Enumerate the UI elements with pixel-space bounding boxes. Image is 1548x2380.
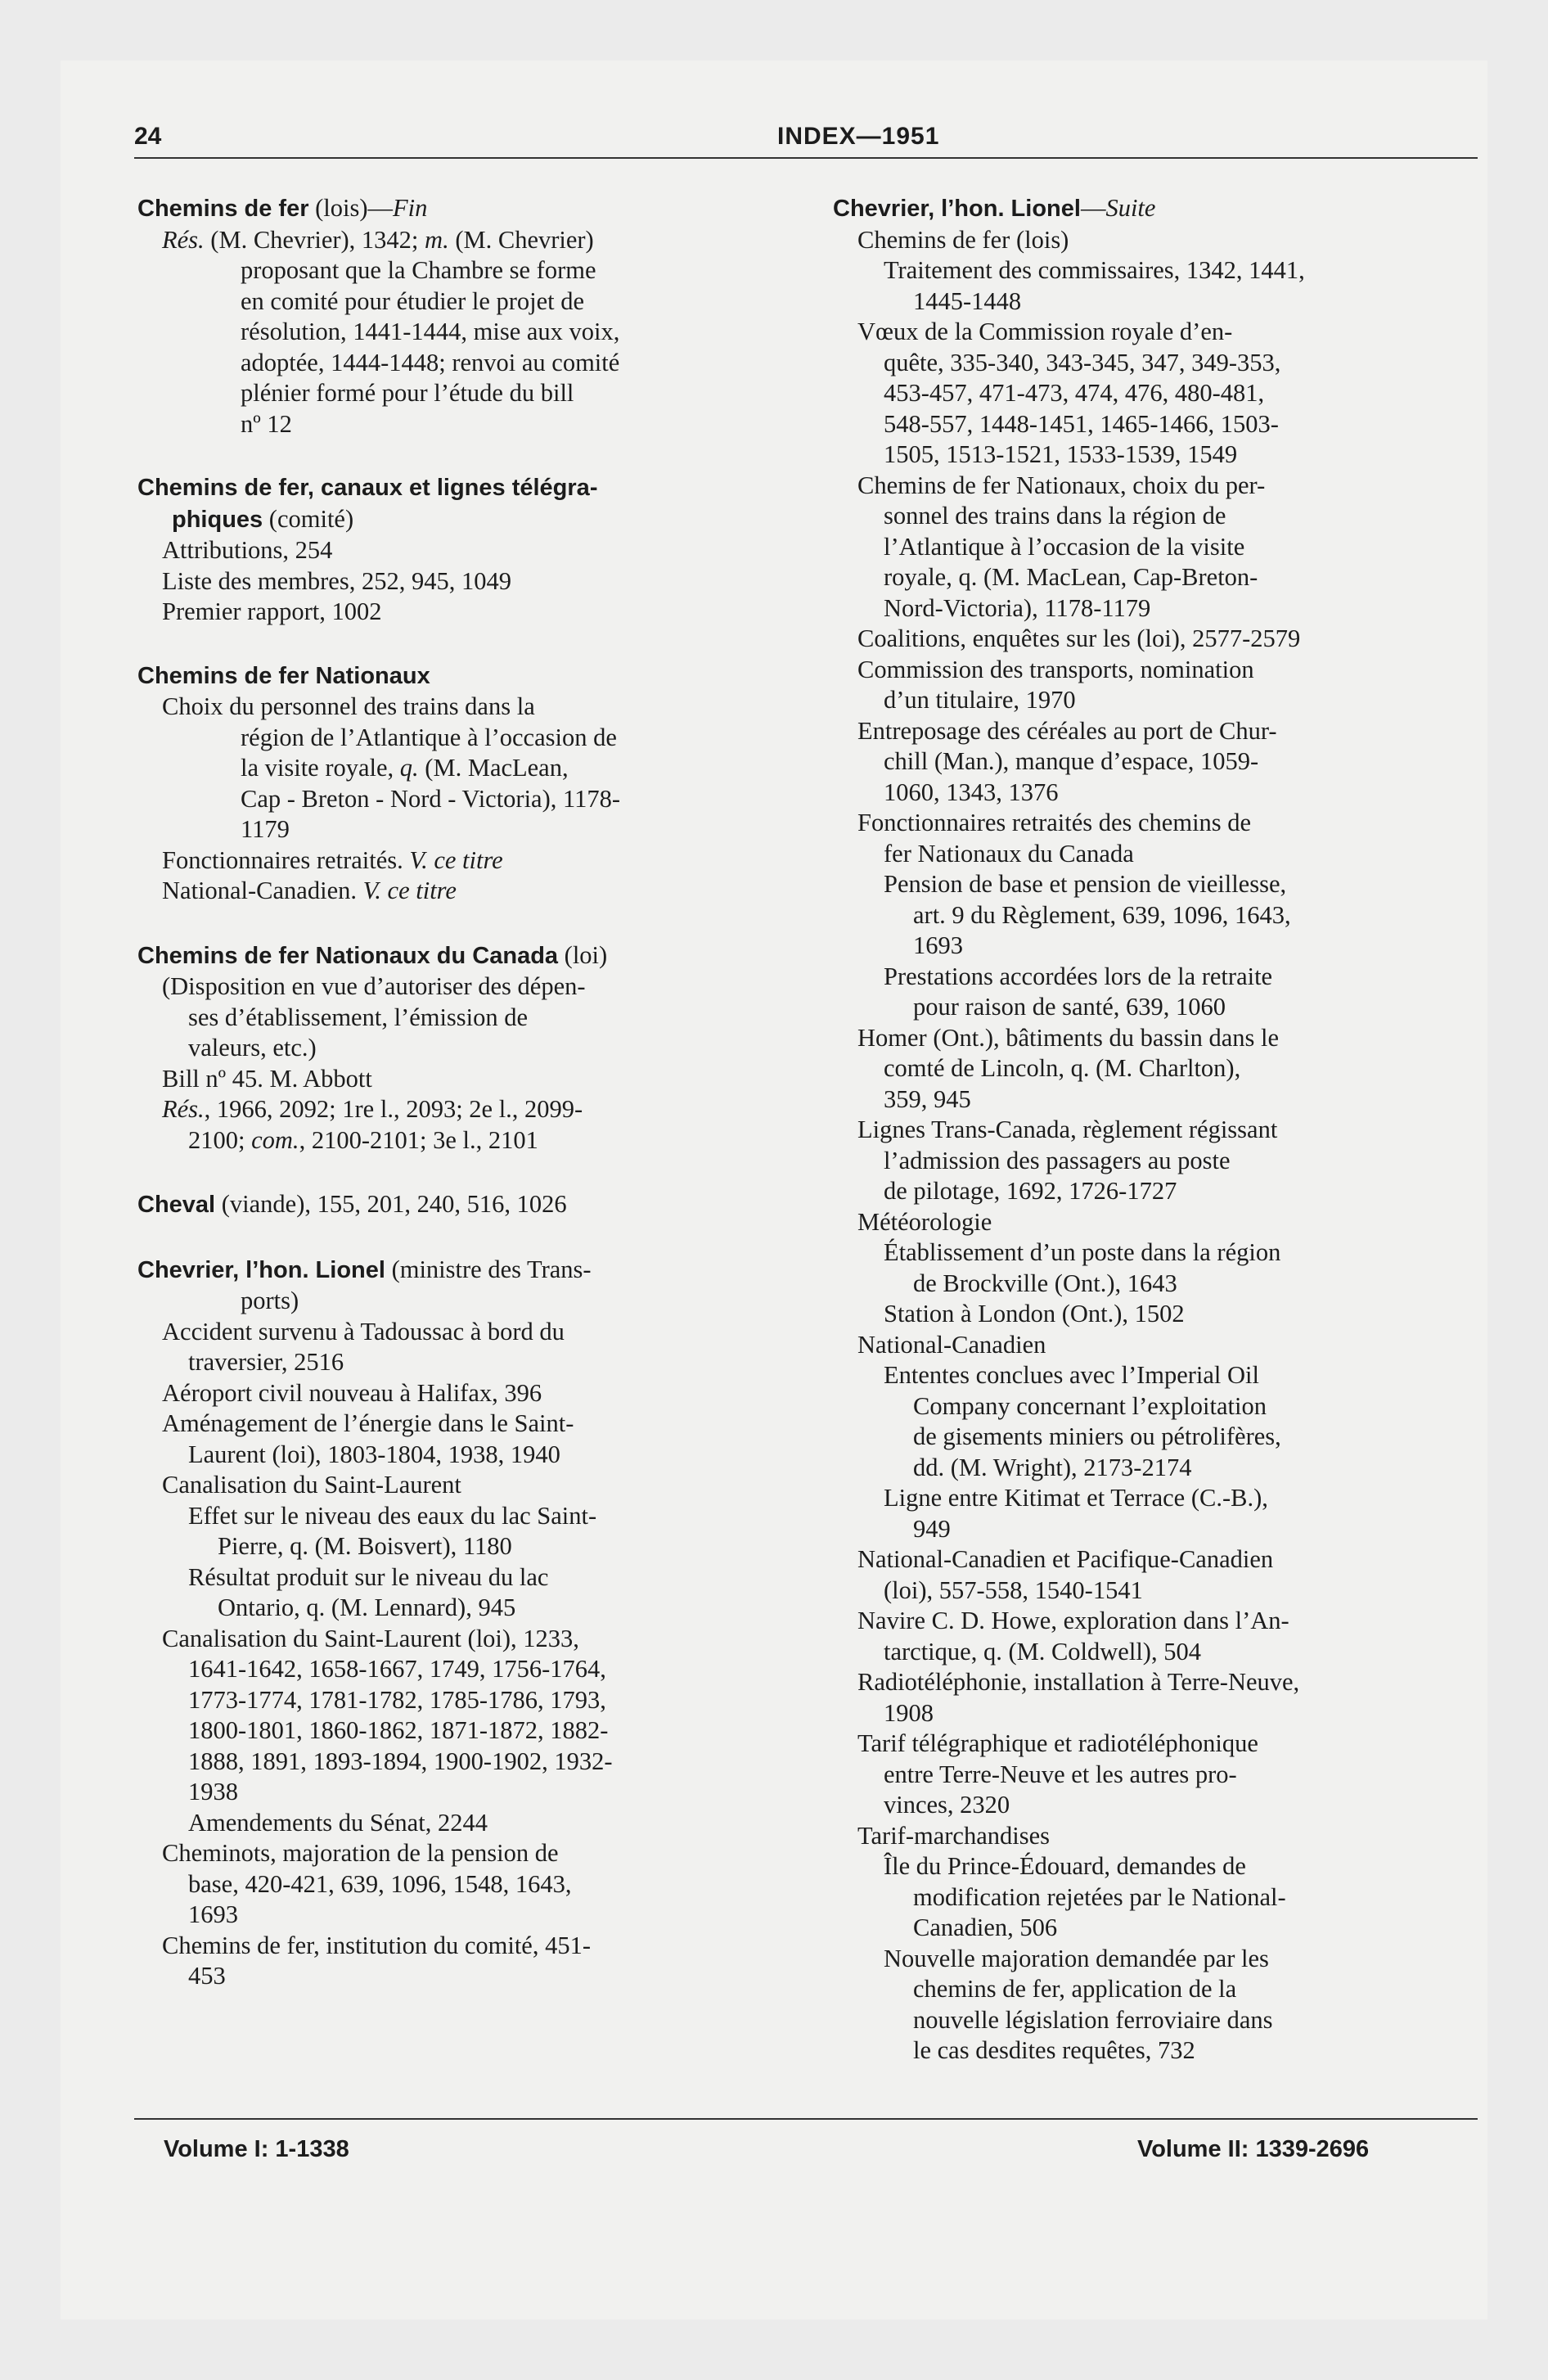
entry-line: Vœux de la Commission royale d’en- bbox=[857, 318, 1233, 345]
entry-line: Pension de base et pension de vieillesse, bbox=[884, 870, 1287, 898]
entry-line: Homer (Ont.), bâtiments du bassin dans le bbox=[857, 1023, 1280, 1052]
entry-line: d’un titulaire, 1970 bbox=[884, 686, 1076, 714]
entry-line: Effet sur le niveau des eaux du lac Saint- bbox=[188, 1501, 597, 1530]
entry-line: adoptée, 1444-1448; renvoi au comité bbox=[241, 348, 620, 376]
entry-line: de Brockville (Ont.), 1643 bbox=[913, 1269, 1177, 1297]
entry-line: dd. (M. Wright), 2173-2174 bbox=[913, 1453, 1192, 1481]
entry-line: 1693 bbox=[913, 931, 963, 959]
header-rule bbox=[134, 157, 1478, 159]
entry-heading: Cheval bbox=[137, 1192, 216, 1218]
entry-line: Choix du personnel des trains dans la bbox=[162, 692, 535, 720]
entry-line: sonnel des trains dans la région de bbox=[884, 502, 1226, 530]
entry-line: Canadien, 506 bbox=[913, 1913, 1058, 1941]
entry-line: Laurent (loi), 1803-1804, 1938, 1940 bbox=[188, 1440, 560, 1468]
entry-line: Station à London (Ont.), 1502 bbox=[884, 1300, 1185, 1327]
entry-line: 1693 bbox=[188, 1900, 238, 1928]
entry-line: Accident survenu à Tadoussac à bord du bbox=[162, 1317, 565, 1346]
entry-line: 1800-1801, 1860-1862, 1871-1872, 1882- bbox=[188, 1716, 609, 1744]
entry-line: Aménagement de l’énergie dans le Saint- bbox=[162, 1409, 574, 1437]
entry-line: Liste des membres, 252, 945, 1049 bbox=[162, 566, 511, 595]
entry-line: Company concernant l’exploitation bbox=[913, 1391, 1267, 1420]
entry-line: comté de Lincoln, q. (M. Charlton), bbox=[884, 1054, 1241, 1082]
index-entry: Chemins de fer (lois)—Fin Rés. (M. Chevrier), 1342; m. (M. Chevrier) proposant que la Chambre se forme en comité pour étudier le projet de résolution, 1441-1444, mise aux voix, adoptée, 1444-1448; renvoi au comité plénier formé pour l’étude du bill nº 12 bbox=[137, 193, 788, 439]
entry-line: Météorologie bbox=[857, 1207, 992, 1236]
entry-line: Attributions, 254 bbox=[162, 536, 333, 564]
index-entry bbox=[137, 661, 788, 907]
right-column: Chevrier, l’hon. Lionel—Suite Chemins de fer (lois) Traitement des commissaires, 1342, 1441, 1445-1448 Vœux de la Commission royale d’en- quête, 335-340, 343-345, 347, 349-353, 453-457, 471-473, 474, 476, 480-481, 548-557, 1448-1451, 1465-1466, 1503- 1505, 1513-1521, 1533-1539, 1549 Chemins de fer Nationaux, choix du per- sonnel des trains dans la région de l’Atlantique à l’occasion de la visite royale, q. (M. MacLean, Cap-Breton- Nord-Victoria), 1178-1179 Coalitions, enquêtes sur les (loi), 2577-2579 Commission des transports, nomination d’un titulaire, 1970 Entreposage des céréales au port de Chur- chill (Man.), manque d’espace, 1059- 1060, 1343, 1376 Fonctionnaires retraités des chemins de fer Nationaux du Canada Pension de base et pension de vieillesse, art. 9 du Règlement, 639, 1096, 1643, 1693 Prestations accordées lors de la retraite pour raison de santé, 639, 1060 Homer (Ont.), bâtiments du bassin dans le comté de Lincoln, q. (M. Charlton), 359, 945 Lignes Trans-Canada, règlement régissant l’admission des passagers au poste de pilotage, 1692, 1726-1727 Météorologie Établissement d’un poste dans la région de Brockville (Ont.), 1643 Station à London (Ont.), 1502 National-Canadien Ententes conclues avec l’Imperial Oil Company concernant l’exploitation de gisements miniers ou pétrolifères, dd. (M. Wright), 2173-2174 Ligne entre Kitimat et Terrace (C.-B.), 949 National-Canadien et Pacifique-Canadien (loi), 557-558, 1540-1541 Navire C. D. Howe, exploration dans l’An- tarctique, q. (M. Coldwell), 504 Radiotéléphonie, installation à Terre-Neuve, 1908 Tarif télégraphique et radiotéléphonique entre Terre-Neuve et les autres pro- vinces, 2320 Tarif-marchandises Île du Prince-Édouard, demandes de modification rejetées par le National- Canadien, 506 Nouvelle majoration demandée par les chemins de fer, application de la nouvelle législation ferroviaire dans le cas desdites requêtes, 732 bbox=[833, 193, 1483, 2067]
entry-line: l’admission des passagers au poste bbox=[884, 1146, 1231, 1174]
footer-volume-1: Volume I: 1-1338 bbox=[164, 2136, 349, 2162]
entry-line: Canalisation du Saint-Laurent (loi), 1233, bbox=[162, 1624, 579, 1652]
entry-line: Ligne entre Kitimat et Terrace (C.-B.), bbox=[884, 1484, 1268, 1512]
entry-line: tarctique, q. (M. Coldwell), 504 bbox=[884, 1637, 1201, 1666]
entry-line: Canalisation du Saint-Laurent bbox=[162, 1471, 461, 1499]
entry-line: National-Canadien. V. ce titre bbox=[162, 877, 457, 904]
entry-line: traversier, 2516 bbox=[188, 1348, 344, 1376]
entry-line: pour raison de santé, 639, 1060 bbox=[913, 993, 1226, 1021]
entry-line: nº 12 bbox=[241, 409, 292, 438]
page-header bbox=[75, 123, 1466, 156]
footer-volume-2: Volume II: 1339-2696 bbox=[1137, 2136, 1370, 2162]
entry-line: Ontario, q. (M. Lennard), 945 bbox=[218, 1593, 516, 1621]
entry-heading: Chemins de fer Nationaux bbox=[137, 662, 430, 689]
entry-line: Chemins de fer (lois) bbox=[857, 225, 1069, 254]
entry-line: Amendements du Sénat, 2244 bbox=[188, 1808, 488, 1837]
index-entry: Chemins de fer Nationaux du Canada (loi) (Disposition en vue d’autoriser des dépen- ses d’établissement, l’émission de valeurs, etc.) Bill nº 45. M. Abbott Rés., 1966, 2092; 1re l., 2093; 2e l., 2099- 2100; com., 2100-2101; 3e l., 2101 bbox=[137, 940, 788, 1156]
entry-line: Prestations accordées lors de la retraite bbox=[884, 962, 1273, 990]
entry-line: Rés. (M. Chevrier), 1342; m. (M. Chevrier) bbox=[162, 225, 594, 254]
footer-rule bbox=[134, 2118, 1478, 2120]
entry-line: 548-557, 1448-1451, 1465-1466, 1503- bbox=[884, 409, 1279, 438]
entry-line: région de l’Atlantique à l’occasion de bbox=[241, 723, 617, 751]
entry-line: (loi), 557-558, 1540-1541 bbox=[884, 1575, 1143, 1604]
entry-line: l’Atlantique à l’occasion de la visite bbox=[884, 532, 1245, 561]
entry-line: Radiotéléphonie, installation à Terre-Neuve, bbox=[857, 1668, 1300, 1696]
entry-line: nouvelle législation ferroviaire dans bbox=[913, 2005, 1273, 2034]
entry-line: 1773-1774, 1781-1782, 1785-1786, 1793, bbox=[188, 1685, 606, 1714]
page-number: 24 bbox=[134, 123, 162, 150]
entry-heading: Chemins de fer bbox=[137, 196, 309, 222]
entry-line: Établissement d’un poste dans la région bbox=[884, 1238, 1281, 1266]
entry-line: 1179 bbox=[241, 815, 290, 843]
entry-line: Nord-Victoria), 1178-1179 bbox=[884, 593, 1151, 622]
left-column bbox=[137, 193, 788, 2026]
entry-line: Premier rapport, 1002 bbox=[162, 597, 382, 625]
subentry-list bbox=[833, 225, 1483, 2067]
entry-line: fer Nationaux du Canada bbox=[884, 839, 1134, 868]
entry-line: Ententes conclues avec l’Imperial Oil bbox=[884, 1361, 1260, 1389]
entry-line: National-Canadien et Pacifique-Canadien bbox=[857, 1545, 1274, 1573]
entry-line: Lignes Trans-Canada, règlement régissant bbox=[857, 1116, 1278, 1143]
entry-line: Navire C. D. Howe, exploration dans l’An- bbox=[857, 1607, 1289, 1634]
entry-line: ports) bbox=[241, 1287, 299, 1314]
index-entry: Chevrier, l’hon. Lionel (ministre des Trans- ports) Accident survenu à Tadoussac à bord du traversier, 2516 Aéroport civil nouveau à Halifax, 396 Aménagement de l’énergie dans le Saint- Laurent (loi), 1803-1804, 1938, 1940 Canalisation du Saint-Laurent Effet sur le niveau des eaux du lac Saint- Pierre, q. (M. Boisvert), 1180 Résultat produit sur le niveau du lac Ontario, q. (M. Lennard), 945 Canalisation du Saint-Laurent (loi), 1233, 1641-1642, 1658-1667, 1749, 1756-1764, 1773-1774, 1781-1782, 1785-1786, 1793, 1800-1801, 1860-1862, 1871-1872, 1882- 1888, 1891, 1893-1894, 1900-1902, 1932- 1938 Amendements du Sénat, 2244 Cheminots, majoration de la pension de base, 420-421, 639, 1096, 1548, 1643, 1693 Chemins de fer, institution du comité, 451- 453 bbox=[137, 1255, 788, 1992]
entry-line: Nouvelle majoration demandée par les bbox=[884, 1944, 1269, 1972]
index-entry: Cheval (viande), 155, 201, 240, 516, 1026 bbox=[137, 1190, 567, 1218]
entry-line: plénier formé pour l’étude du bill bbox=[241, 379, 574, 407]
entry-heading: Chemins de fer, canaux et lignes télégra- bbox=[137, 475, 598, 501]
entry-line: ses d’établissement, l’émission de bbox=[188, 1003, 529, 1031]
entry-line: 1445-1448 bbox=[913, 286, 1022, 315]
entry-line: Chemins de fer Nationaux, choix du per- bbox=[857, 471, 1266, 499]
entry-line: Île du Prince-Édouard, demandes de bbox=[884, 1852, 1246, 1880]
entry-line: résolution, 1441-1444, mise aux voix, bbox=[241, 318, 620, 345]
entry-line: 1060, 1343, 1376 bbox=[884, 778, 1059, 806]
entry-line: Résultat produit sur le niveau du lac bbox=[188, 1562, 549, 1591]
entry-line: 1908 bbox=[884, 1698, 934, 1727]
entry-line: Aéroport civil nouveau à Halifax, 396 bbox=[162, 1378, 542, 1407]
entry-heading: Chevrier, l’hon. Lionel bbox=[833, 196, 1081, 222]
entry-heading: phiques bbox=[172, 506, 263, 533]
entry-line: 453-457, 471-473, 474, 476, 480-481, bbox=[884, 379, 1265, 407]
entry-line: Commission des transports, nomination bbox=[857, 655, 1254, 683]
entry-line: Traitement des commissaires, 1342, 1441, bbox=[884, 256, 1305, 284]
entry-line: entre Terre-Neuve et les autres pro- bbox=[884, 1760, 1237, 1788]
entry-line: base, 420-421, 639, 1096, 1548, 1643, bbox=[188, 1869, 572, 1898]
entry-heading: Chevrier, l’hon. Lionel bbox=[137, 1256, 385, 1283]
entry-line: Cheminots, majoration de la pension de bbox=[162, 1839, 559, 1867]
entry-line: de pilotage, 1692, 1726-1727 bbox=[884, 1177, 1177, 1205]
index-entry: Chemins de fer, canaux et lignes télégra- phiques (comité) Attributions, 254 Liste des membres, 252, 945, 1049 Premier rapport, 1002 bbox=[137, 473, 788, 628]
subentry-list bbox=[137, 1317, 788, 1992]
entry-line: Cap - Breton - Nord - Victoria), 1178- bbox=[241, 784, 621, 813]
entry-line: Coalitions, enquêtes sur les (loi), 2577-2579 bbox=[857, 624, 1301, 652]
entry-line: Entreposage des céréales au port de Chur- bbox=[857, 716, 1277, 745]
entry-line: la visite royale, q. (M. MacLean, bbox=[241, 754, 569, 782]
entry-line: de gisements miniers ou pétrolifères, bbox=[913, 1422, 1281, 1450]
entry-line: royale, q. (M. MacLean, Cap-Breton- bbox=[884, 563, 1258, 591]
entry-line: (Disposition en vue d’autoriser des dépen- bbox=[162, 972, 586, 1000]
entry-line: 359, 945 bbox=[884, 1084, 971, 1113]
entry-line: 1505, 1513-1521, 1533-1539, 1549 bbox=[884, 440, 1238, 468]
entry-heading: Chemins de fer Nationaux du Canada bbox=[137, 942, 559, 969]
entry-line: valeurs, etc.) bbox=[188, 1034, 317, 1062]
entry-line: en comité pour étudier le projet de bbox=[241, 286, 585, 315]
entry-line: 1888, 1891, 1893-1894, 1900-1902, 1932- bbox=[188, 1747, 613, 1775]
entry-line: National-Canadien bbox=[857, 1330, 1046, 1359]
entry-line: vinces, 2320 bbox=[884, 1791, 1010, 1819]
entry-line: modification rejetées par le National- bbox=[913, 1882, 1286, 1911]
entry-line: Rés., 1966, 2092; 1re l., 2093; 2e l., 2099- bbox=[162, 1095, 583, 1123]
entry-line: 1641-1642, 1658-1667, 1749, 1756-1764, bbox=[188, 1655, 606, 1683]
entry-line: art. 9 du Règlement, 639, 1096, 1643, bbox=[913, 900, 1291, 929]
entry-line: quête, 335-340, 343-345, 347, 349-353, bbox=[884, 348, 1281, 376]
entry-line: 2100; com., 2100-2101; 3e l., 2101 bbox=[188, 1125, 538, 1154]
entry-line: Chemins de fer, institution du comité, 451- bbox=[162, 1931, 591, 1959]
entry-line: chill (Man.), manque d’espace, 1059- bbox=[884, 747, 1259, 775]
entry-line: 1938 bbox=[188, 1778, 238, 1805]
entry-line: Tarif télégraphique et radiotéléphonique bbox=[857, 1729, 1258, 1757]
entry-line: le cas desdites requêtes, 732 bbox=[913, 2036, 1195, 2064]
entry-line: Bill nº 45. M. Abbott bbox=[162, 1064, 372, 1093]
entry-line: chemins de fer, application de la bbox=[913, 1975, 1237, 2003]
entry-line: Pierre, q. (M. Boisvert), 1180 bbox=[218, 1532, 512, 1560]
entry-line: 453 bbox=[188, 1962, 226, 1990]
entry-line: Fonctionnaires retraités des chemins de bbox=[857, 809, 1252, 836]
page-title: INDEX—1951 bbox=[777, 123, 940, 150]
entry-line: Tarif-marchandises bbox=[857, 1821, 1050, 1850]
entry-line: proposant que la Chambre se forme bbox=[241, 256, 596, 284]
entry-line: 949 bbox=[913, 1514, 951, 1543]
entry-line: Fonctionnaires retraités. V. ce titre bbox=[162, 845, 503, 874]
